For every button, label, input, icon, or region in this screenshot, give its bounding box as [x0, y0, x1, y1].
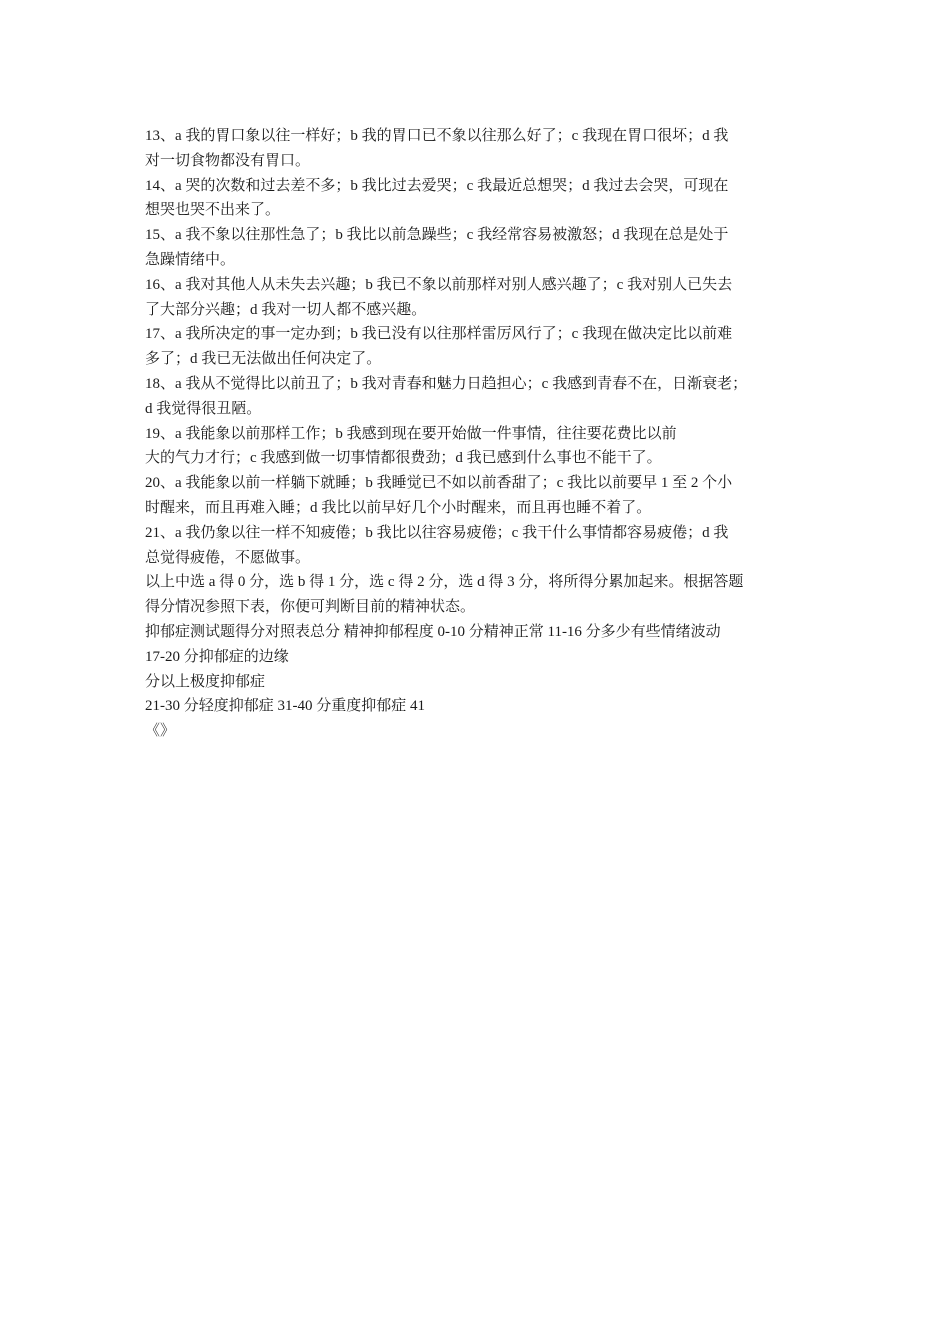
question-20-line-2: 时醒来，而且再难入睡；d 我比以前早好几个小时醒来，而且再也睡不着了。 — [145, 499, 652, 516]
question-16 — [145, 273, 825, 323]
question-19-line-2: 大的气力才行；c 我感到做一切事情都很费劲；d 我已感到什么事也不能干了。 — [145, 450, 662, 467]
question-13 — [145, 124, 825, 174]
question-14 — [145, 174, 825, 224]
question-15 — [145, 223, 825, 273]
question-21 — [145, 521, 825, 571]
question-15-line-2: 急躁情绪中。 — [145, 251, 236, 268]
question-18 — [145, 372, 825, 422]
question-20-line-1: 20、a 我能象以前一样躺下就睡；b 我睡觉已不如以前香甜了；c 我比以前要早 1 至 2 个小 — [145, 475, 733, 492]
document-body — [145, 124, 825, 744]
question-16-line-2: 了大部分兴趣；d 我对一切人都不感兴趣。 — [145, 301, 427, 318]
question-18-line-2: d 我觉得很丑陋。 — [145, 400, 262, 417]
score-table-text — [145, 620, 825, 744]
score-table-line-2: 17-20 分抑郁症的边缘 — [145, 648, 289, 665]
question-18-line-1: 18、a 我从不觉得比以前丑了；b 我对青春和魅力日趋担心；c 我感到青春不在，日渐衰老； — [145, 375, 748, 392]
question-17 — [145, 322, 825, 372]
question-13-line-2: 对一切食物都没有胃口。 — [145, 152, 311, 169]
question-13-line-1: 13、a 我的胃口象以往一样好；b 我的胃口已不象以往那么好了；c 我现在胃口很坏；d 我 — [145, 128, 729, 144]
score-table-line-5: 《》 — [145, 723, 176, 740]
question-14-line-2: 想哭也哭不出来了。 — [145, 202, 281, 219]
scoring-line-1: 以上中选 a 得 0 分，选 b 得 1 分，选 c 得 2 分，选 d 得 3 分，将所得分累加起来。根据答题 — [145, 574, 744, 591]
question-20 — [145, 471, 825, 521]
scoring-line-2: 得分情况参照下表，你便可判断目前的精神状态。 — [145, 599, 476, 616]
question-16-line-1: 16、a 我对其他人从未失去兴趣；b 我已不象以前那样对别人感兴趣了；c 我对别人已失去 — [145, 276, 733, 293]
question-15-line-1: 15、a 我不象以往那性急了；b 我比以前急躁些；c 我经常容易被激怒；d 我现在总是处于 — [145, 227, 729, 244]
score-table-line-1: 抑郁症测试题得分对照表总分 精神抑郁程度 0-10 分精神正常 11-16 分多少有些情绪波动 — [145, 623, 721, 640]
question-19 — [145, 422, 825, 472]
question-14-line-1: 14、a 哭的次数和过去差不多；b 我比过去爱哭；c 我最近总想哭；d 我过去会哭，可现在 — [145, 177, 729, 194]
question-17-line-1: 17、a 我所决定的事一定办到；b 我已没有以往那样雷厉风行了；c 我现在做决定比以前难 — [145, 326, 733, 343]
question-17-line-2: 多了；d 我已无法做出任何决定了。 — [145, 351, 382, 368]
question-21-line-1: 21、a 我仍象以往一样不知疲倦；b 我比以往容易疲倦；c 我干什么事情都容易疲倦；d 我 — [145, 524, 729, 541]
score-table-line-3: 分以上极度抑郁症 — [145, 673, 266, 690]
question-21-line-2: 总觉得疲倦，不愿做事。 — [145, 549, 311, 566]
scoring-instructions — [145, 570, 825, 620]
score-table-line-4: 21-30 分轻度抑郁症 31-40 分重度抑郁症 41 — [145, 698, 425, 715]
question-19-line-1: 19、a 我能象以前那样工作；b 我感到现在要开始做一件事情，往往要花费比以前 — [145, 425, 677, 442]
